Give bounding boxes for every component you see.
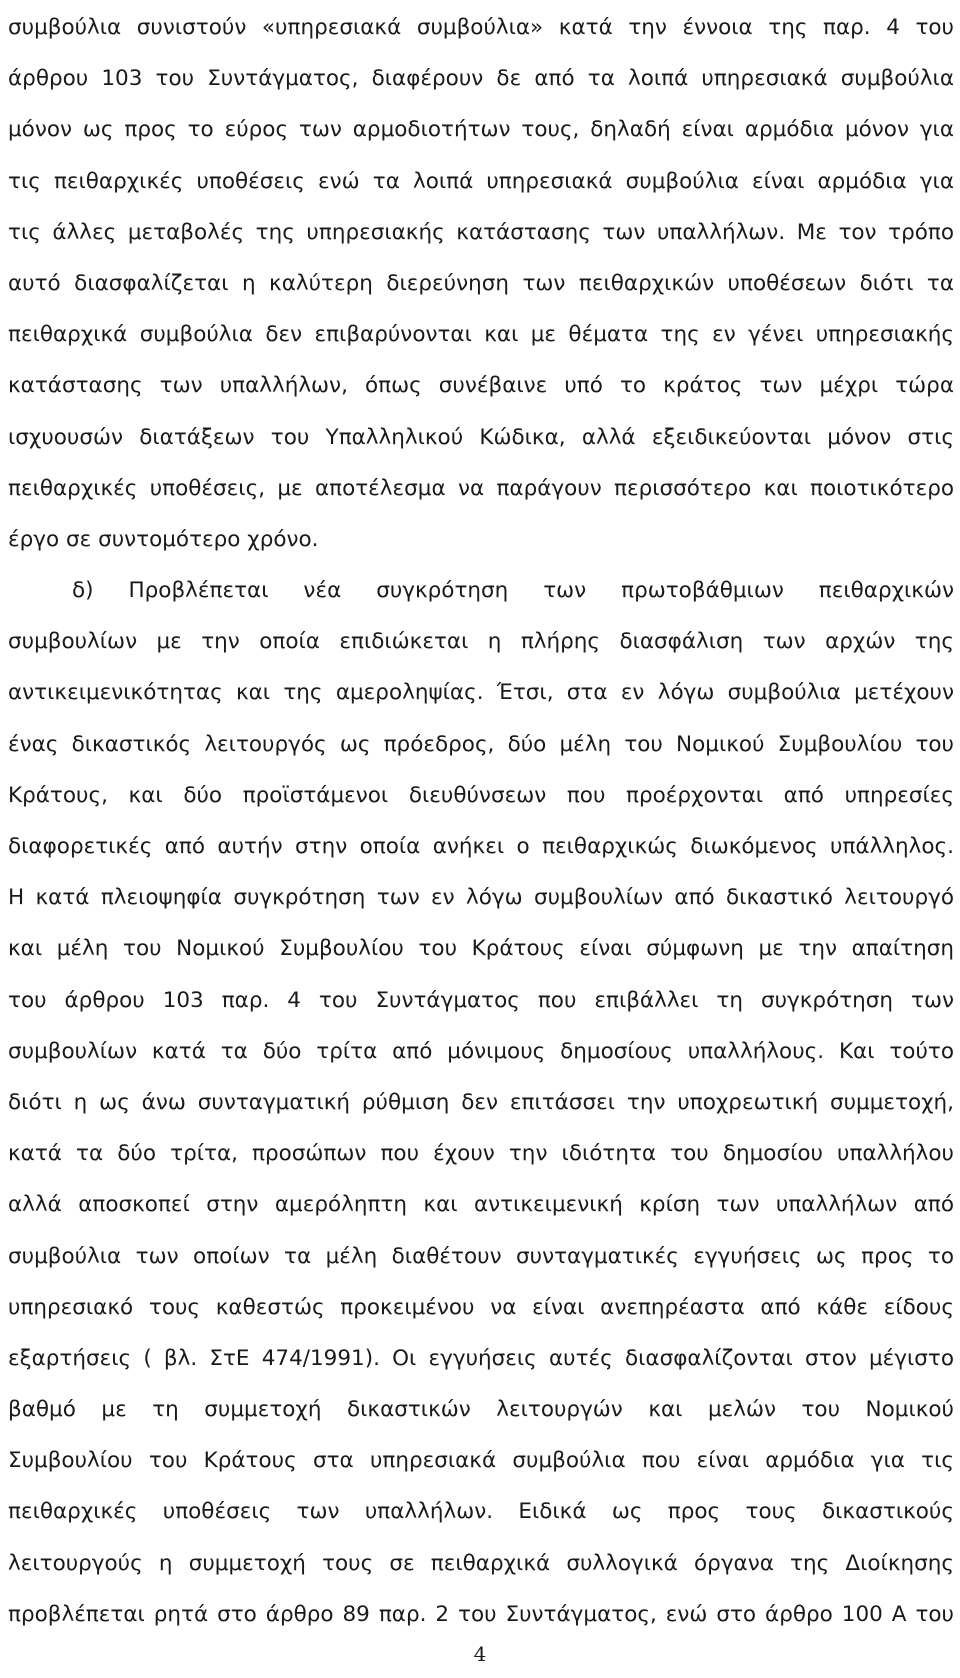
page-number: 4 [473,1642,487,1666]
text-line: συμβουλίων κατά τα δύο τρίτα από μόνιμους δημοσίους υπαλλήλους. Και τούτο [8,1038,954,1064]
text-line: αντικειμενικότητας και της αμεροληψίας. Έτσι, στα εν λόγω συμβούλια μετέχουν [8,680,954,706]
text-line: προβλέπεται ρητά στο άρθρο 89 παρ. 2 του Συντάγματος, ενώ στο άρθρο 100 Α του [8,1601,954,1627]
text-line: Η κατά πλειοψηφία συγκρότηση των εν λόγω συμβουλίων από δικαστικό λειτουργό [8,885,954,911]
text-line: μόνον ως προς το εύρος των αρμοδιοτήτων τους, δηλαδή είναι αρμόδια μόνον για [8,117,954,143]
text-line: εξαρτήσεις ( βλ. ΣτΕ 474/1991). Οι εγγυήσεις αυτές διασφαλίζονται στον μέγιστο [8,1345,954,1371]
text-line: πειθαρχικά συμβούλια δεν επιβαρύνονται και με θέματα της εν γένει υπηρεσιακής [8,322,954,348]
text-line: διότι η ως άνω συνταγματική ρύθμιση δεν επιτάσσει την υποχρεωτική συμμετοχή, [8,1089,954,1115]
paragraph-start-line: δ) Προβλέπεται νέα συγκρότηση των πρωτοβάθμιων πειθαρχικών [72,578,954,604]
text-line: συμβουλίων με την οποία επιδιώκεται η πλήρης διασφάλιση των αρχών της [8,629,954,655]
text-line: Συμβουλίου του Κράτους στα υπηρεσιακά συμβούλια που είναι αρμόδια για τις [8,1448,954,1474]
text-line: του άρθρου 103 παρ. 4 του Συντάγματος που επιβάλλει τη συγκρότηση των [8,987,954,1013]
text-line: έργο σε συντομότερο χρόνο. [8,526,319,552]
text-line: πειθαρχικές υποθέσεις των υπαλλήλων. Ειδικά ως προς τους δικαστικούς [8,1499,954,1525]
text-line: άρθρου 103 του Συντάγματος, διαφέρουν δε από τα λοιπά υπηρεσιακά συμβούλια [8,66,954,92]
text-line: πειθαρχικές υποθέσεις, με αποτέλεσμα να παράγουν περισσότερο και ποιοτικότερο [8,475,954,501]
text-line: τις πειθαρχικές υποθέσεις ενώ τα λοιπά υπηρεσιακά συμβούλια είναι αρμόδια για [8,168,954,194]
text-line: συμβούλια των οποίων τα μέλη διαθέτουν συνταγματικές εγγυήσεις ως προς το [8,1243,954,1269]
text-line: συμβούλια συνιστούν «υπηρεσιακά συμβούλια» κατά την έννοια της παρ. 4 του [8,15,954,40]
text-line: βαθμό με τη συμμετοχή δικαστικών λειτουργών και μελών του Νομικού [8,1397,954,1423]
body-text [8,2,954,1640]
text-line: αλλά αποσκοπεί στην αμερόληπτη και αντικειμενική κρίση των υπαλλήλων από [8,1192,954,1218]
text-line: και μέλη του Νομικού Συμβουλίου του Κράτους είναι σύμφωνη με την απαίτηση [8,936,954,962]
text-line: υπηρεσιακό τους καθεστώς προκειμένου να είναι ανεπηρέαστα από κάθε είδους [8,1294,954,1320]
text-line: κατάστασης των υπαλλήλων, όπως συνέβαινε υπό το κράτος των μέχρι τώρα [8,373,954,399]
text-line: λειτουργούς η συμμετοχή τους σε πειθαρχικά συλλογικά όργανα της Διοίκησης [8,1550,954,1576]
text-line: κατά τα δύο τρίτα, προσώπων που έχουν την ιδιότητα του δημοσίου υπαλλήλου [8,1141,954,1167]
text-line: τις άλλες μεταβολές της υπηρεσιακής κατάστασης των υπαλλήλων. Με τον τρόπο [8,219,954,245]
text-line: διαφορετικές από αυτήν στην οποία ανήκει ο πειθαρχικώς διωκόμενος υπάλληλος. [8,834,954,859]
text-line: αυτό διασφαλίζεται η καλύτερη διερεύνηση των πειθαρχικών υποθέσεων διότι τα [8,270,954,296]
text-line: ένας δικαστικός λειτουργός ως πρόεδρος, δύο μέλη του Νομικού Συμβουλίου του [8,731,954,757]
text-line: ισχυουσών διατάξεων του Υπαλληλικού Κώδικα, αλλά εξειδικεύονται μόνον στις [8,424,954,450]
text-line: Κράτους, και δύο προϊστάμενοι διευθύνσεων που προέρχονται από υπηρεσίες [8,782,954,808]
